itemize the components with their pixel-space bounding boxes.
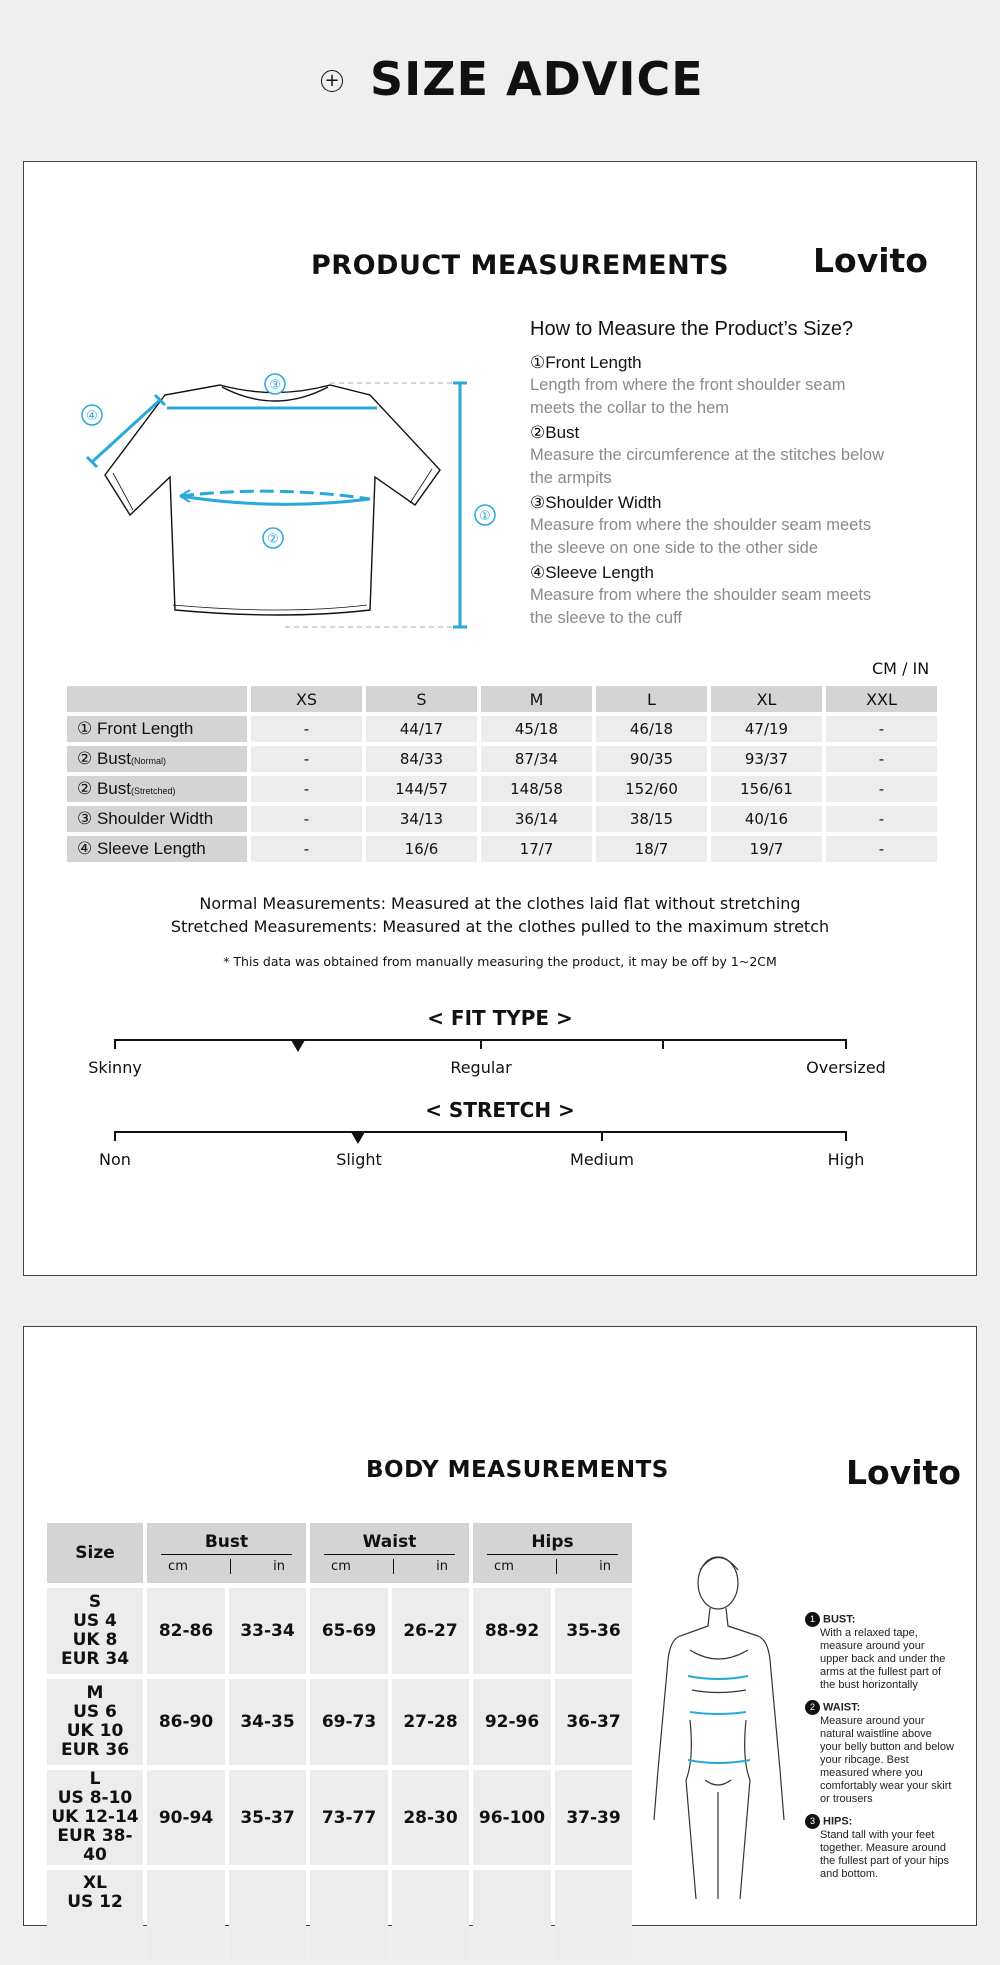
row-label: ③ Shoulder Width	[67, 806, 247, 832]
diagram-label-3: ③	[269, 378, 281, 393]
body-size-table	[43, 1518, 636, 1965]
bust-line-front	[180, 496, 370, 504]
measure-name: ③Shoulder Width	[530, 493, 662, 512]
waist-guide-line	[690, 1712, 746, 1714]
measure-desc: Length from where the front shoulder seam meets the collar to the hem	[530, 376, 846, 417]
guide-item: 3 HIPS: Stand tall with your feet together. Measure around the fullest part of your hips and bottom.	[805, 1814, 955, 1881]
stretch-marker	[351, 1132, 365, 1144]
size-header: XS	[251, 686, 362, 712]
size-cell: XL US 12	[47, 1870, 143, 1960]
diagram-label-4: ④	[86, 409, 98, 424]
size-header: L	[596, 686, 707, 712]
table-row: S US 4 UK 8 EUR 34 82-86 33-34 65-69 26-27 88-92 35-36	[47, 1588, 632, 1674]
product-section-title: PRODUCT MEASUREMENTS	[311, 250, 730, 281]
size-header: Size	[47, 1523, 143, 1583]
fit-type-title: < FIT TYPE >	[427, 1006, 573, 1030]
size-header: S	[366, 686, 477, 712]
size-cell: L US 8-10 UK 12-14 EUR 38-40	[47, 1770, 143, 1865]
measure-desc: Measure from where the shoulder seam meets the sleeve on one side to the other side	[530, 516, 872, 557]
stretch-label-non: Non	[99, 1150, 131, 1169]
table-header-row	[47, 1523, 632, 1583]
product-size-table	[63, 682, 941, 866]
row-label: ① Front Length	[67, 716, 247, 742]
body-figure-illustration	[650, 1540, 810, 1899]
table-row: ② Bust(Stretched) - 144/57 148/58 152/60 156/61 -	[67, 776, 937, 802]
table-row: ④ Sleeve Length - 16/6 17/7 18/7 19/7 -	[67, 836, 937, 862]
brand-logo: Lovito	[846, 1453, 961, 1492]
note-disclaimer: * This data was obtained from manually measuring the product, it may be off by 1~2CM	[223, 954, 777, 969]
fit-type-marker	[291, 1040, 305, 1052]
stretch-label-slight: Slight	[336, 1150, 382, 1169]
diagram-label-1: ①	[479, 509, 491, 524]
table-row: ① Front Length - 44/17 45/18 46/18 47/19 -	[67, 716, 937, 742]
guide-item: 1 BUST: With a relaxed tape, measure around your upper back and under the arms at the fullest part of the bust horizontally	[805, 1612, 955, 1692]
page-title: SIZE ADVICE	[370, 52, 704, 106]
stretch-label-high: High	[827, 1150, 865, 1169]
body-measure-guide	[805, 1612, 955, 1881]
fit-label-regular: Regular	[450, 1058, 512, 1077]
number-badge: 3	[805, 1814, 820, 1829]
hips-guide-line	[688, 1760, 750, 1763]
size-cell: S US 4 UK 8 EUR 34	[47, 1588, 143, 1674]
size-header: M	[481, 686, 592, 712]
plus-circle-icon: +	[321, 70, 343, 92]
diagram-label-2: ②	[267, 532, 279, 547]
stretch-label-medium: Medium	[570, 1150, 634, 1169]
brand-logo: Lovito	[813, 241, 928, 280]
bust-line	[180, 491, 370, 499]
measure-desc: Measure from where the shoulder seam meets the sleeve to the cuff	[530, 586, 872, 627]
measure-name: ①Front Length	[530, 353, 642, 372]
size-cell: M US 6 UK 10 EUR 36	[47, 1679, 143, 1765]
fit-label-oversized: Oversized	[806, 1058, 886, 1077]
stretch-scale	[114, 1131, 846, 1133]
number-badge: 1	[805, 1612, 820, 1627]
table-row: ② Bust(Normal) - 84/33 87/34 90/35 93/37 -	[67, 746, 937, 772]
size-header: XL	[711, 686, 822, 712]
table-row: M US 6 UK 10 EUR 36 86-90 34-35 69-73 27-28 92-96 36-37	[47, 1679, 632, 1765]
units-label: CM / IN	[872, 659, 930, 678]
how-to-measure-title: How to Measure the Product’s Size?	[530, 318, 854, 340]
note-stretched: Stretched Measurements: Measured at the clothes pulled to the maximum stretch	[170, 917, 830, 936]
measure-desc: Measure the circumference at the stitches below the armpits	[530, 446, 885, 487]
measure-name: ④Sleeve Length	[530, 563, 654, 582]
measure-instructions	[530, 352, 930, 632]
table-row: L US 8-10 UK 12-14 EUR 38-40 90-94 35-37 73-77 28-30 96-100 37-39	[47, 1770, 632, 1865]
note-normal: Normal Measurements: Measured at the clothes laid flat without stretching	[199, 894, 801, 913]
hair	[700, 1558, 738, 1571]
measure-name: ②Bust	[530, 423, 580, 442]
sleeve-length-line	[92, 400, 160, 462]
table-header-row	[67, 686, 937, 712]
table-corner	[67, 686, 247, 712]
stretch-title: < STRETCH >	[425, 1098, 575, 1122]
tshirt-diagram	[70, 365, 510, 645]
number-badge: 2	[805, 1700, 820, 1715]
guide-item: 2 WAIST: Measure around your natural waistline above your belly button and below your ribcage. Best measured where you comfortably wear your skirt or trousers	[805, 1700, 955, 1806]
bust-guide-line	[688, 1676, 748, 1679]
group-header-hips: Hips cm in	[473, 1523, 632, 1583]
row-label: ④ Sleeve Length	[67, 836, 247, 862]
fit-label-skinny: Skinny	[88, 1058, 142, 1077]
group-header-bust: Bust cm in	[147, 1523, 306, 1583]
row-label: ② Bust(Normal)	[67, 746, 247, 772]
body-section-title: BODY MEASUREMENTS	[366, 1457, 669, 1483]
table-row: ③ Shoulder Width - 34/13 36/14 38/15 40/16 -	[67, 806, 937, 832]
table-row	[47, 1870, 632, 1960]
tshirt-outline	[105, 385, 440, 615]
group-header-waist: Waist cm in	[310, 1523, 469, 1583]
row-label: ② Bust(Stretched)	[67, 776, 247, 802]
size-header: XXL	[826, 686, 937, 712]
